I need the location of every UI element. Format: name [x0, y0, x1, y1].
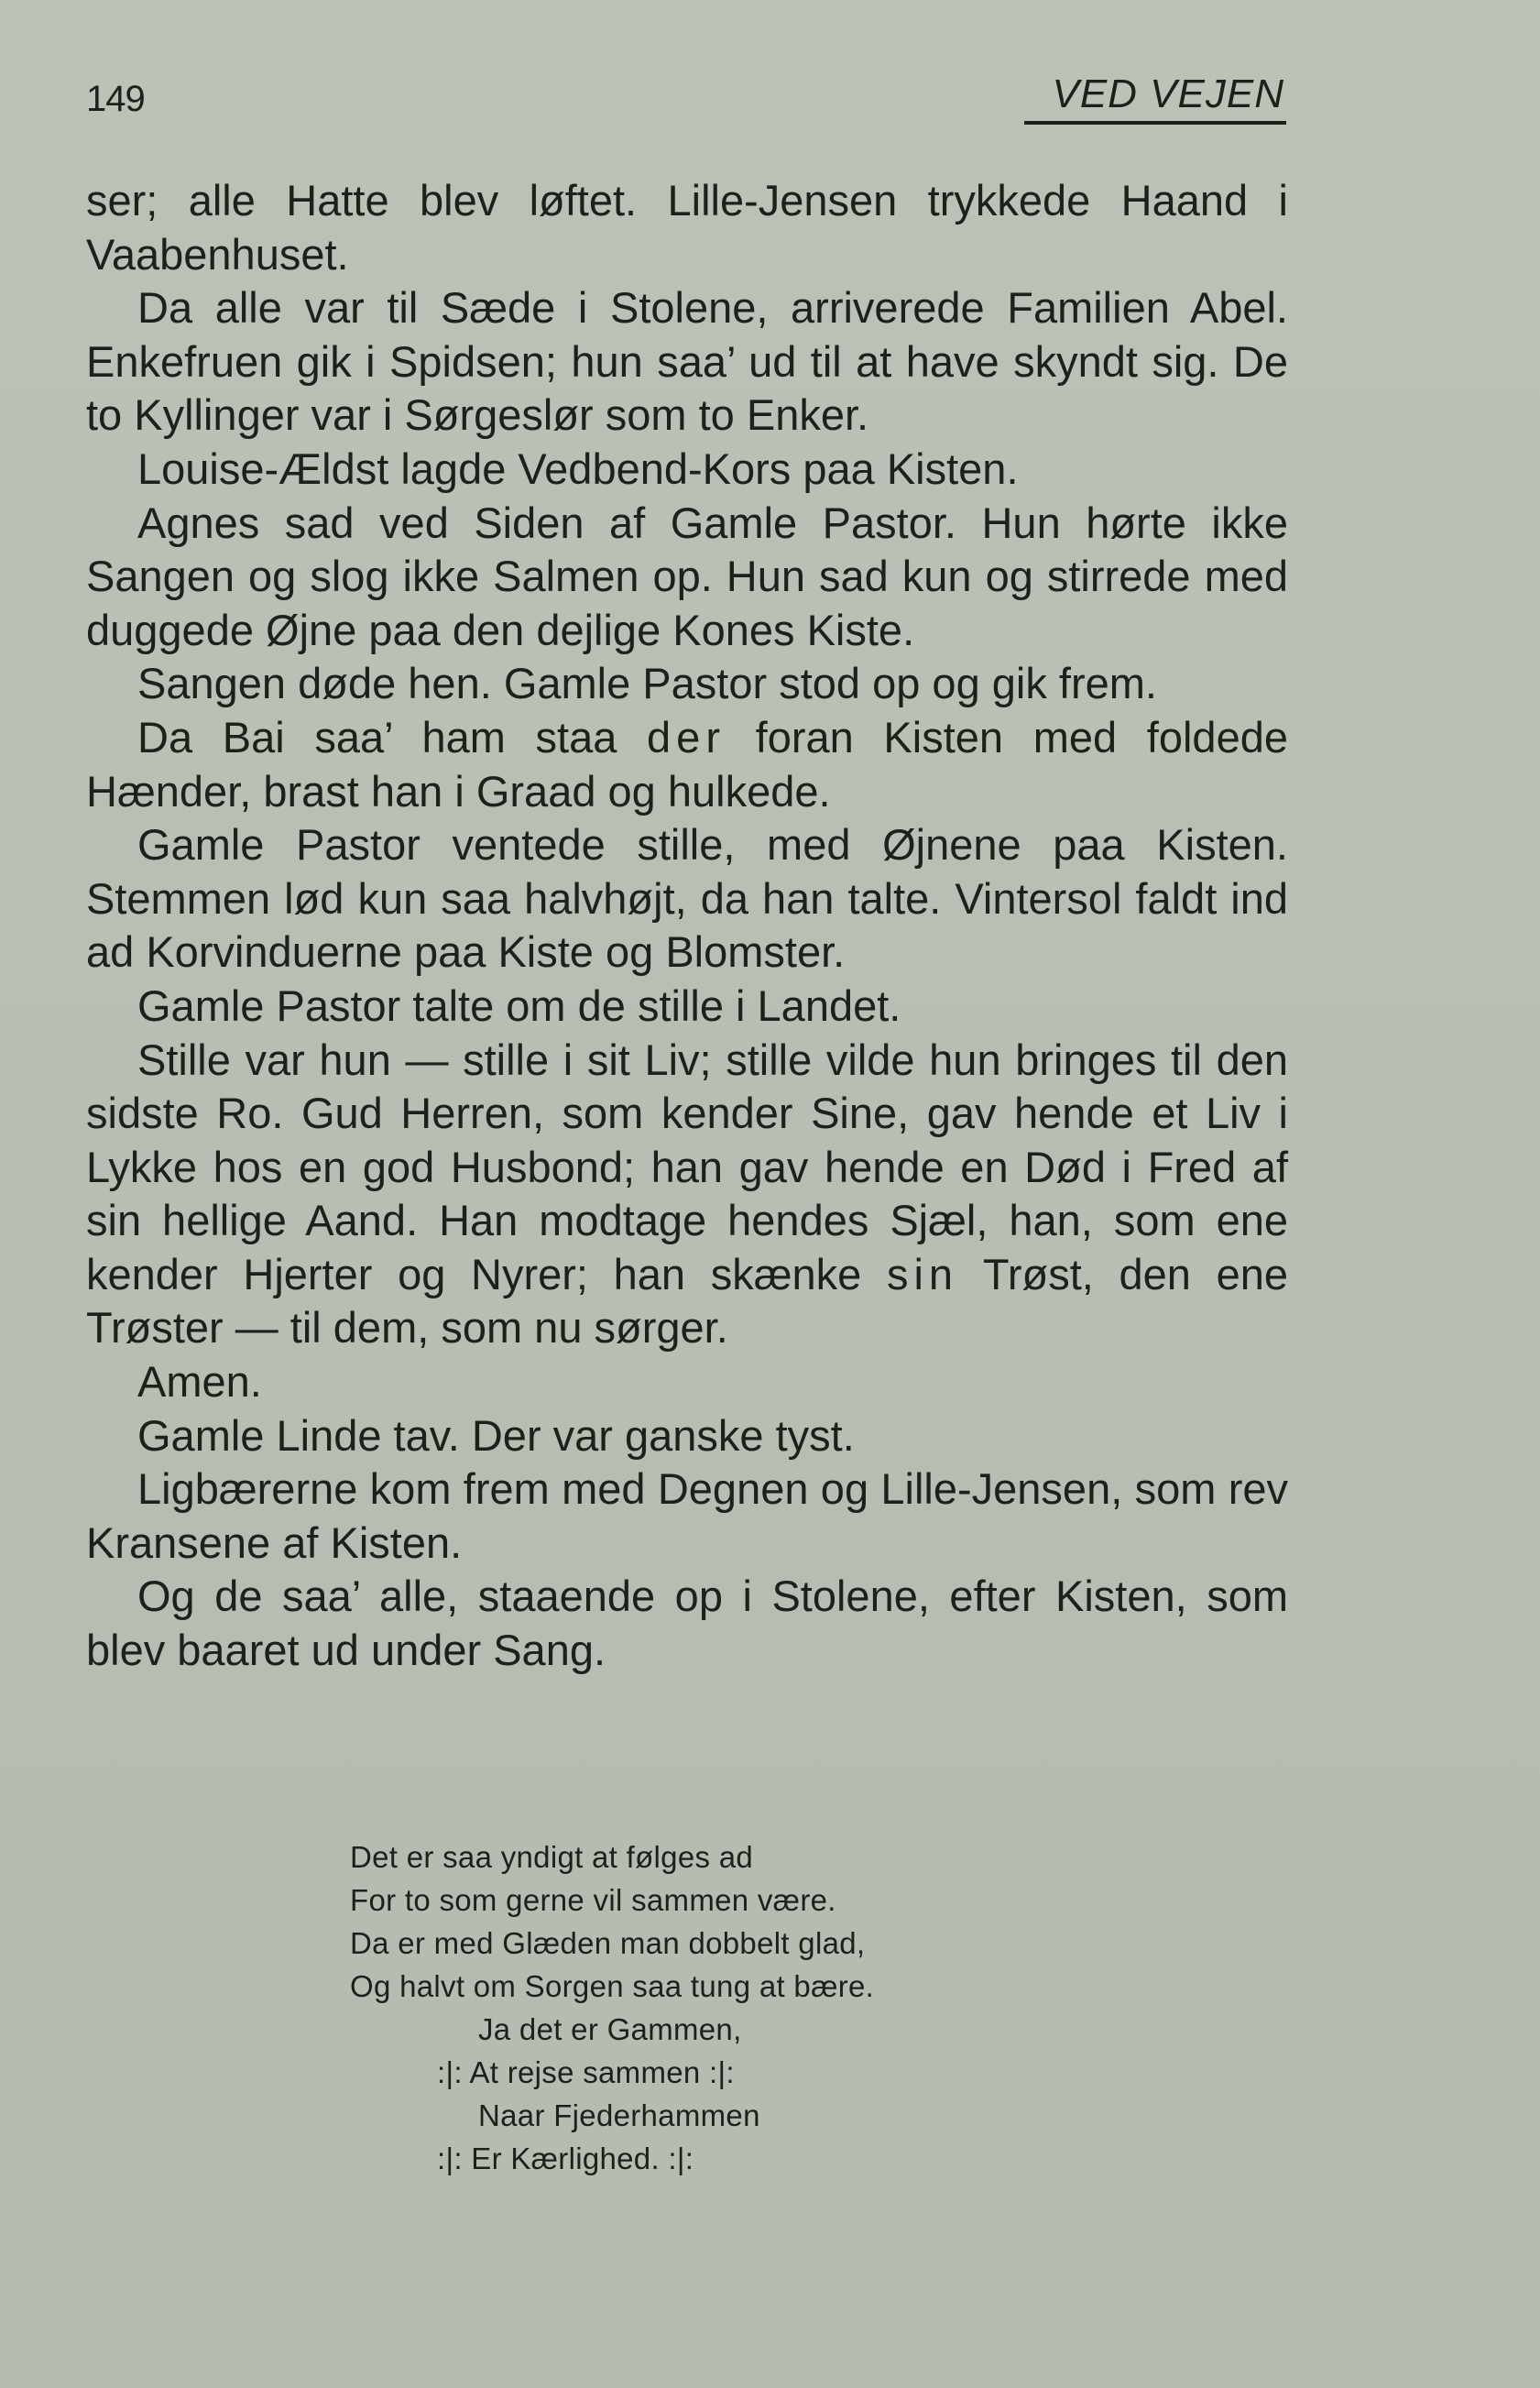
paragraph [86, 818, 1288, 980]
paragraph-text: ser; alle Hatte blev løftet. Lille-Jensen trykkede Haand i Vaabenhuset. [86, 176, 1288, 279]
paragraph [86, 1355, 1288, 1409]
poem-line: Det er saa yndigt at følges ad [350, 1840, 754, 1874]
paragraph-text: Amen. [137, 1357, 262, 1407]
paragraph-text: Trøst, den ene Trøster — til dem, som nu sørger. [86, 1249, 1288, 1353]
paragraph [86, 711, 1288, 818]
paragraph-text: Gamle Linde tav. Der var ganske tyst. [137, 1410, 855, 1460]
paragraph [86, 443, 1288, 497]
poem-block [350, 1835, 874, 2180]
emphasized-word: sin [886, 1249, 959, 1298]
paragraph-text: Louise-Ældst lagde Vedbend-Kors paa Kisten. [137, 444, 1019, 493]
paragraph [86, 1570, 1288, 1677]
paragraph-text: Og de saa’ alle, staaende op i Stolene, efter Kisten, som blev baaret ud under Sang. [86, 1572, 1288, 1675]
paragraph-text: Da Bai saa’ ham staa [137, 712, 648, 761]
poem-line: :|: Er Kærlighed. :|: [437, 2142, 694, 2175]
poem-line: Da er med Glæden man dobbelt glad, [350, 1926, 866, 1960]
paragraph-text: Gamle Pastor talte om de stille i Landet. [137, 980, 901, 1030]
paragraph-text: Ligbærerne kom frem med Degnen og Lille-Jensen, som rev Kransene af Kisten. [86, 1464, 1288, 1567]
paragraph [86, 657, 1288, 711]
paragraph [86, 497, 1288, 658]
paragraph [86, 281, 1288, 443]
poem-line: Og halvt om Sorgen saa tung at bære. [350, 1969, 875, 2003]
paragraph [86, 1462, 1288, 1570]
paragraph-text: Da alle var til Sæde i Stolene, arriverede Familien Abel. Enkefruen gik i Spidsen; hun saa’ ud til at have skyndt sig. De to Kyllinger var i Sørgeslør som to Enker. [86, 283, 1288, 440]
poem-line: :|: At rejse sammen :|: [437, 2055, 735, 2089]
poem-line: Ja det er Gammen, [478, 2012, 742, 2046]
paragraph [86, 1034, 1288, 1356]
paragraph [86, 174, 1288, 281]
paragraph-text: Agnes sad ved Siden af Gamle Pastor. Hun hørte ikke Sangen og slog ikke Salmen op. Hun sad kun og stirrede med duggede Øjne paa den dejlige Kones Kiste. [86, 498, 1288, 654]
paragraph [86, 980, 1288, 1034]
paragraph [86, 1409, 1288, 1463]
body-text [86, 174, 1288, 1678]
paragraph-text: Stille var hun — stille i sit Liv; stille vilde hun bringes til den sidste Ro. Gud Herren, som kender Sine, gav hende et Liv i Lykke hos en god Husbond; han gav hende en Død i Fred af sin hellige Aand. Han modtage hendes Sjæl, han, som ene kender Hjerter og Nyrer; han skænke [86, 1035, 1288, 1298]
running-title: VED VEJEN [1024, 71, 1286, 125]
poem-line: For to som gerne vil sammen være. [350, 1883, 836, 1917]
paragraph-text: foran Kisten med foldede Hænder, brast han i Graad og hulkede. [86, 712, 1288, 816]
poem-line: Naar Fjederhammen [478, 2098, 760, 2132]
page-header [86, 71, 1286, 136]
page-number: 149 [86, 79, 145, 119]
emphasized-word: der [647, 712, 726, 761]
paragraph-text: Sangen døde hen. Gamle Pastor stod op og gik frem. [137, 659, 1157, 708]
paragraph-text: Gamle Pastor ventede stille, med Øjnene paa Kisten. Stemmen lød kun saa halvhøjt, da han talte. Vintersol faldt ind ad Korvinduerne paa Kiste og Blomster. [86, 820, 1288, 977]
